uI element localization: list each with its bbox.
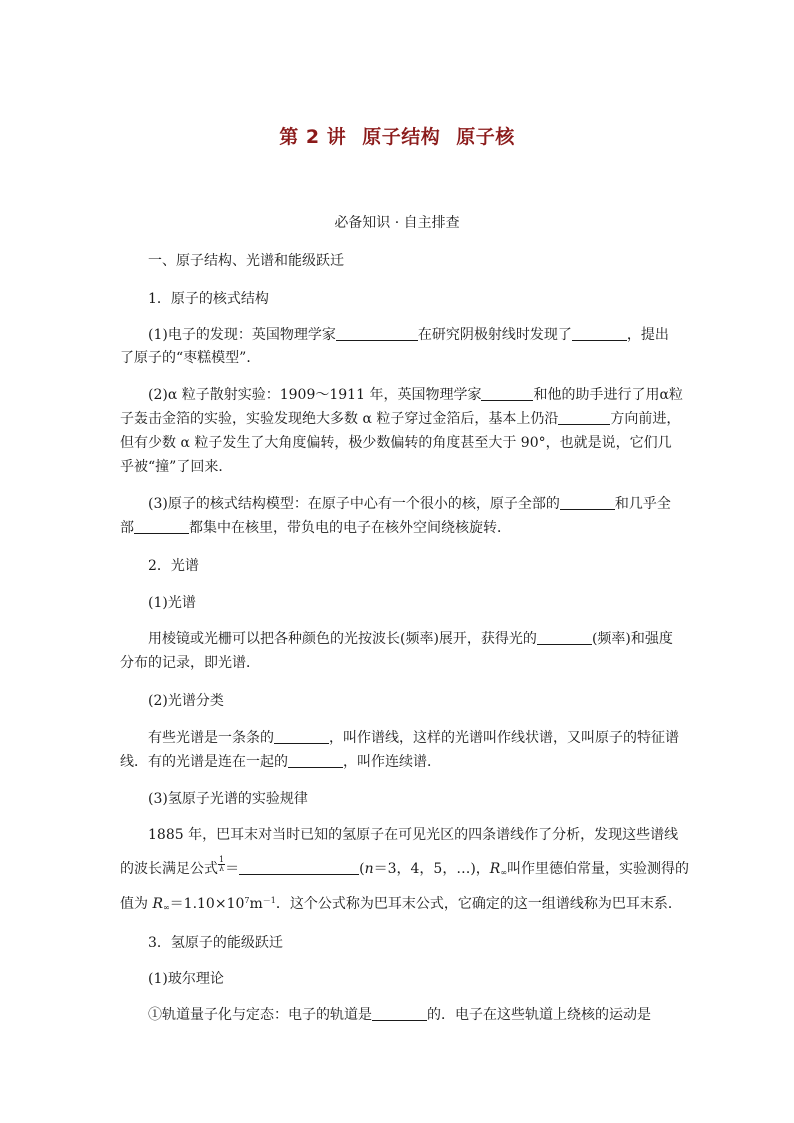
paragraph-line: (3)原子的核式结构模型：在原子中心有一个很小的核，原子全部的 和几乎全 (148, 496, 671, 512)
title-topic-2: 原子核 (456, 126, 515, 148)
title-lecture-number: 第 2 讲 (279, 126, 347, 148)
fill-blank[interactable] (537, 629, 592, 645)
paragraph-line: 子轰击金箔的实验，实验发现绝大多数 α 粒子穿过金箔后，基本上仍沿 方向前进， (120, 411, 681, 427)
title-topic-1: 原子结构 (362, 126, 441, 148)
fill-blank[interactable] (481, 385, 533, 401)
sub-item-heading: (1)玻尔理论 (148, 971, 224, 987)
paragraph-line: (2)α 粒子散射实验：1909～1911 年，英国物理学家 和他的助手进行了用α粒 (148, 387, 683, 403)
paragraph-line: 用棱镜或光栅可以把各种颜色的光按波长(频率)展开，获得光的 (频率)和强度 (148, 631, 673, 647)
sub-item-heading: (2)光谱分类 (148, 693, 224, 709)
paragraph-line: (1)电子的发现：英国物理学家 在研究阴极射线时发现了 ，提出 (148, 327, 669, 343)
paragraph-line: 值为 $R_\infty=1.10\times 10^7m^{-1}$．这个公式称为巴耳末公式，它确定的这一组谱线称为巴耳末系． (120, 896, 682, 912)
paragraph-line: 但有少数 α 粒子发生了大角度偏转，极少数偏转的角度甚至大于 90°，也就是说，它们几 (120, 435, 672, 451)
paragraph-line: 了原子的“枣糕模型”． (120, 350, 261, 366)
fill-blank[interactable] (372, 1005, 427, 1021)
section-heading: 一、原子结构、光谱和能级跃迁 (148, 253, 344, 269)
sub-item-heading: (3)氢原子光谱的实验规律 (148, 791, 308, 807)
subsection-heading-3: 3．氢原子的能级跃迁 (148, 935, 283, 951)
subsection-heading-1: 1．原子的核式结构 (148, 291, 269, 307)
formula-fraction: $\frac{1}{\lambda}$ (219, 855, 225, 873)
fill-blank[interactable] (134, 518, 189, 534)
paragraph-line: ①轨道量子化与定态：电子的轨道是 的．电子在这些轨道上绕核的运动是 (148, 1007, 651, 1023)
fill-blank[interactable] (239, 859, 359, 875)
paragraph-line: 1885 年，巴耳末对当时已知的氢原子在可见光区的四条谱线作了分析，发现这些谱线 (148, 827, 679, 843)
fill-blank[interactable] (560, 494, 615, 510)
section-subtitle: 必备知识 · 自主排查 (334, 215, 460, 231)
fill-blank[interactable] (336, 325, 418, 341)
sub-item-heading: (1)光谱 (148, 595, 196, 611)
paragraph-line: 乎被“撞”了回来． (120, 459, 233, 475)
paragraph-line: 部 都集中在核里，带负电的电子在核外空间绕核旋转． (120, 520, 511, 536)
paragraph-line: 有些光谱是一条条的 ，叫作谱线，这样的光谱叫作线状谱，又叫原子的特征谱 (148, 730, 679, 746)
paragraph-line: 线．有的光谱是连在一起的 ，叫作连续谱． (120, 754, 441, 770)
fill-blank[interactable] (558, 409, 610, 425)
subsection-heading-2: 2．光谱 (148, 558, 199, 574)
fill-blank[interactable] (288, 752, 343, 768)
page-title (0, 122, 794, 149)
fill-blank[interactable] (572, 325, 627, 341)
fill-blank[interactable] (274, 728, 329, 744)
paragraph-line: 的波长满足公式 $\frac{1}{\lambda}$ ＝ (n＝3，4，5，…)，$R_\infty$叫作里德伯常量，实验测得的 (120, 855, 689, 877)
paragraph-line: 分布的记录，即光谱． (120, 655, 260, 671)
